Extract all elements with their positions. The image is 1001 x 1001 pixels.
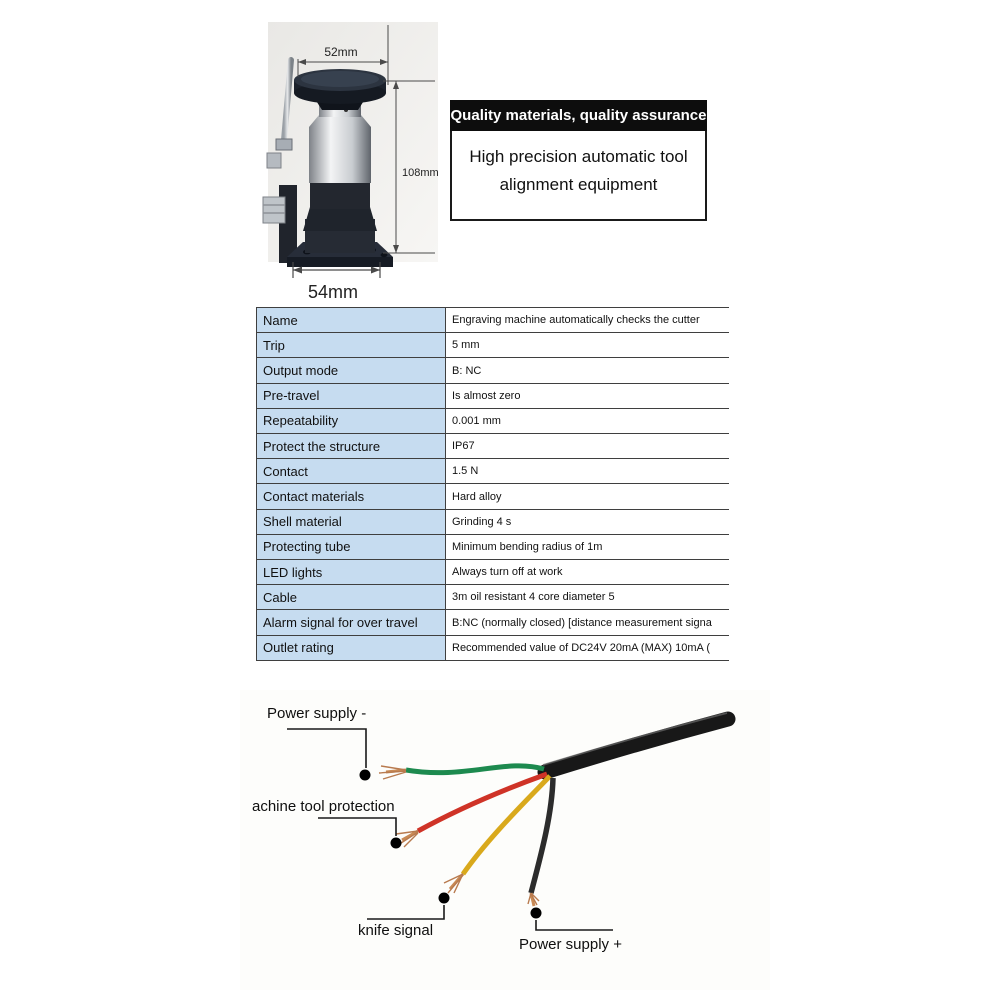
spec-row-outlet-rating [256, 636, 729, 661]
spec-value: IP67 [446, 434, 729, 458]
wiring-diagram [240, 690, 770, 990]
spec-value: 0.001 mm [446, 409, 729, 433]
spec-value: B:NC (normally closed) [distance measurement signa [446, 610, 729, 634]
product-photo-illustration [255, 15, 445, 305]
spec-value: 1.5 N [446, 459, 729, 483]
dim-height-label: 108mm [402, 167, 439, 179]
spec-label: Trip [256, 333, 446, 357]
spec-value: Is almost zero [446, 384, 729, 408]
mid-cylinder [310, 181, 370, 209]
spec-label: Contact materials [256, 484, 446, 508]
spec-value: Always turn off at work [446, 560, 729, 584]
spec-row-led-lights [256, 560, 729, 585]
spec-label: Alarm signal for over travel [256, 610, 446, 634]
spec-row-pre-travel [256, 384, 729, 409]
spec-row-repeatability [256, 409, 729, 434]
spec-label: LED lights [256, 560, 446, 584]
wire-label-power-plus: Power supply + [519, 936, 622, 953]
product-photo [255, 15, 445, 305]
spec-value: Engraving machine automatically checks the cutter [446, 308, 729, 332]
spec-label: Contact [256, 459, 446, 483]
spec-label: Repeatability [256, 409, 446, 433]
spec-label: Protecting tube [256, 535, 446, 559]
spec-row-cable [256, 585, 729, 610]
wire-label-knife-signal: knife signal [358, 922, 434, 939]
spec-label: Protect the structure [256, 434, 446, 458]
banner-subtitle-line1: High precision automatic tool [469, 147, 688, 166]
spec-row-name [256, 308, 729, 333]
terminal-dot-red [391, 838, 402, 849]
spec-value: B: NC [446, 358, 729, 382]
flare [303, 207, 377, 231]
spec-label: Outlet rating [256, 636, 446, 660]
spec-value: Minimum bending radius of 1m [446, 535, 729, 559]
terminal-dot-green [360, 770, 371, 781]
quality-banner [450, 100, 707, 221]
spec-value: Recommended value of DC24V 20mA (MAX) 10mA ( [446, 636, 729, 660]
banner-subtitle-line2: alignment equipment [499, 175, 658, 194]
spec-label: Name [256, 308, 446, 332]
spec-value: Grinding 4 s [446, 510, 729, 534]
spec-row-contact [256, 459, 729, 484]
spec-label: Pre-travel [256, 384, 446, 408]
banner-subtitle [450, 131, 707, 221]
spec-value: 5 mm [446, 333, 729, 357]
spec-label: Shell material [256, 510, 446, 534]
dim-top-label: 52mm [324, 45, 358, 59]
wiring-illustration [240, 690, 770, 990]
spec-label: Output mode [256, 358, 446, 382]
spec-label: Cable [256, 585, 446, 609]
rod-nut [276, 139, 292, 150]
terminal-dot-black [531, 908, 542, 919]
spec-row-protect-structure [256, 434, 729, 459]
spec-row-protecting-tube [256, 535, 729, 560]
spec-row-shell-material [256, 510, 729, 535]
spec-row-trip [256, 333, 729, 358]
spec-value: 3m oil resistant 4 core diameter 5 [446, 585, 729, 609]
chrome-cylinder [309, 115, 371, 183]
dim-width-label: 54mm [307, 282, 359, 302]
spec-value: Hard alloy [446, 484, 729, 508]
terminal-dot-yellow [439, 893, 450, 904]
wire-label-power-minus: Power supply - [267, 705, 367, 722]
spec-row-alarm-signal [256, 610, 729, 635]
connector-upper [267, 153, 281, 168]
wire-label-machine-protection: achine tool protection [252, 798, 395, 815]
spec-row-contact-materials [256, 484, 729, 509]
spec-table [256, 307, 729, 661]
banner-title: Quality materials, quality assurance [450, 100, 707, 131]
spec-row-output-mode [256, 358, 729, 383]
connector-lower [263, 197, 285, 223]
